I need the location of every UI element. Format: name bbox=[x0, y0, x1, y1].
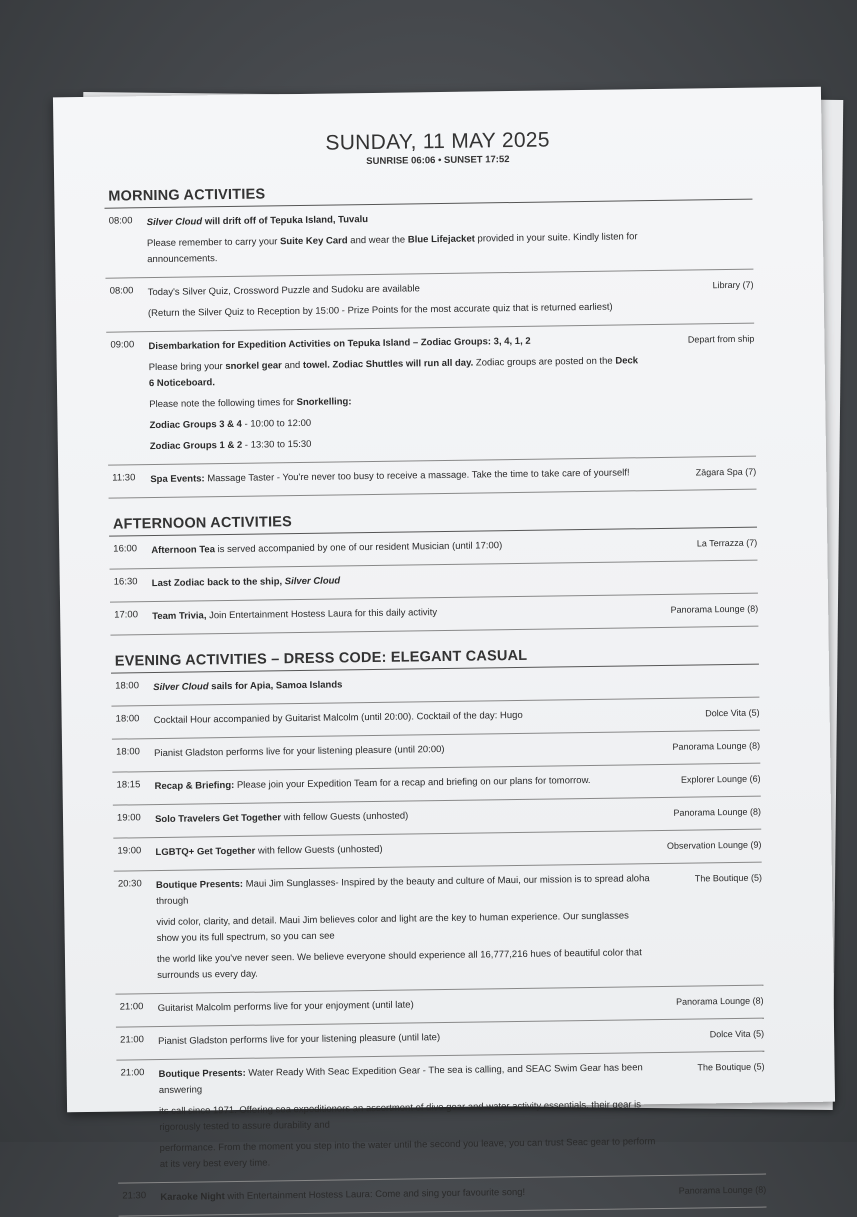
text-segment: will drift off of Tepuka Island, Tuvalu bbox=[202, 214, 369, 228]
activity-description bbox=[158, 992, 654, 1022]
description-line bbox=[155, 838, 651, 861]
activity-time: 16:00 bbox=[113, 543, 138, 555]
text-segment: (Return the Silver Quiz to Reception by 15:00 - Prize Points for the most accurate quiz that is returned earliest) bbox=[147, 301, 613, 320]
text-segment: Last Zodiac back to the ship, bbox=[151, 576, 285, 590]
activity-venue: Observation Lounge (9) bbox=[666, 839, 762, 851]
description-line bbox=[159, 1097, 655, 1136]
activity-description bbox=[154, 770, 650, 800]
activity-time: 21:00 bbox=[120, 1034, 144, 1046]
text-segment: and bbox=[281, 359, 304, 372]
description-line bbox=[154, 739, 650, 762]
text-segment: Silver Cloud bbox=[284, 575, 341, 588]
activity-venue: Library (7) bbox=[712, 279, 754, 291]
activity-time: 21:00 bbox=[119, 1001, 144, 1013]
description-line bbox=[152, 569, 648, 592]
text-segment: - 10:00 to 12:00 bbox=[241, 417, 312, 430]
text-segment: with fellow Guests (unhosted) bbox=[280, 810, 409, 824]
activity-description bbox=[148, 276, 645, 327]
activity-time: 17:00 bbox=[114, 609, 139, 621]
activity-description bbox=[150, 463, 646, 493]
sunrise-sunset: SUNRISE 06:06 • SUNSET 17:52 bbox=[366, 154, 510, 168]
text-segment: Please note the following times for bbox=[149, 397, 297, 411]
description-line bbox=[149, 390, 645, 413]
activity-description bbox=[155, 836, 651, 866]
activity-time: 20:30 bbox=[117, 878, 142, 890]
text-segment: Recap & Briefing: bbox=[154, 779, 235, 793]
text-segment: Karaoke Night bbox=[160, 1191, 225, 1204]
text-segment: Zodiac groups are posted on the bbox=[473, 355, 616, 369]
activity-venue: La Terrazza (7) bbox=[696, 537, 758, 549]
description-line bbox=[158, 1060, 654, 1099]
description-line bbox=[154, 706, 650, 729]
description-line bbox=[156, 908, 652, 947]
activity-description bbox=[148, 330, 646, 460]
activity-time: 16:30 bbox=[113, 576, 138, 588]
activity-description bbox=[156, 869, 654, 989]
text-segment: vivid color, clarity, and detail. Maui Jim believes color and light are the key to human experience. Our sunglasses show you its full spectrum, so you can see bbox=[156, 910, 629, 945]
activity-description bbox=[154, 704, 650, 734]
activity-venue: Panorama Lounge (8) bbox=[676, 995, 764, 1007]
activity-venue: Panorama Lounge (8) bbox=[672, 740, 761, 752]
activity-description bbox=[158, 1058, 656, 1178]
text-segment: Pianist Gladston performs live for your listening pleasure (until 20:00) bbox=[154, 744, 445, 760]
activity-time: 08:00 bbox=[108, 215, 133, 227]
activity-venue bbox=[649, 670, 759, 674]
text-segment: performance. From the moment you step into the water until the second you leave, you can trust Seac gear to perform at its very best every time. bbox=[159, 1136, 656, 1171]
text-segment: with fellow Guests (unhosted) bbox=[255, 843, 383, 857]
activity-venue bbox=[648, 566, 758, 570]
description-line bbox=[148, 278, 644, 301]
text-segment: Boutique Presents: bbox=[158, 1067, 246, 1081]
activity-venue: Dolce Vita (5) bbox=[709, 1028, 765, 1040]
activity-time: 21:30 bbox=[122, 1190, 147, 1202]
text-segment: Afternoon Tea bbox=[151, 544, 216, 557]
text-segment: Cocktail Hour accompanied by Guitarist Malcolm (until 20:00). Cocktail of the day: Hugo bbox=[153, 709, 523, 727]
text-segment: Pianist Gladston performs live for your listening pleasure (until late) bbox=[158, 1032, 441, 1048]
activity-time: 08:00 bbox=[109, 285, 134, 297]
activity-description bbox=[152, 567, 648, 597]
text-segment: with Entertainment Hostess Laura: Come and sing your favourite song! bbox=[224, 1186, 526, 1203]
activity-description bbox=[151, 534, 647, 564]
activity-row bbox=[114, 863, 764, 995]
description-line bbox=[156, 871, 652, 910]
text-segment: Zodiac Groups 1 & 2 bbox=[149, 439, 243, 453]
text-segment: Zodiac Shuttles will run all day. bbox=[332, 357, 474, 371]
activity-venue: Depart from ship bbox=[687, 333, 755, 345]
text-segment: Maui Jim Sunglasses- Inspired by the beauty and culture of Maui, our mission is to spread aloha through bbox=[156, 873, 650, 908]
text-segment: snorkel gear bbox=[225, 360, 282, 373]
text-segment: Disembarkation for Expedition Activities on Tepuka Island – Zodiac Groups: 3, 4, 1, 2 bbox=[148, 335, 531, 353]
text-segment: Please join your Expedition Team for a recap and briefing on our plans for tomorrow. bbox=[234, 774, 591, 791]
description-line bbox=[158, 994, 654, 1017]
text-segment: is served accompanied by one of our resident Musician (until 17:00) bbox=[214, 540, 503, 556]
text-segment: and wear the bbox=[347, 234, 408, 247]
text-segment: Guitarist Malcolm performs live for your enjoyment (until late) bbox=[157, 999, 414, 1015]
section-3 bbox=[110, 627, 766, 1217]
text-segment: Please remember to carry your bbox=[146, 236, 281, 250]
activity-venue: Zāgara Spa (7) bbox=[695, 466, 757, 478]
activity-description bbox=[158, 1025, 654, 1055]
text-segment: Blue Lifejacket bbox=[407, 233, 475, 246]
description-line bbox=[147, 208, 643, 231]
description-line bbox=[153, 673, 649, 696]
activity-venue: Panorama Lounge (8) bbox=[678, 1184, 767, 1196]
activity-description bbox=[154, 737, 650, 767]
text-segment: Zodiac Groups 3 & 4 bbox=[149, 418, 243, 432]
activity-time: 09:00 bbox=[110, 339, 135, 351]
activity-venue: Dolce Vita (5) bbox=[705, 707, 760, 719]
text-segment: Spa Events: bbox=[150, 473, 205, 486]
text-segment: Silver Cloud bbox=[146, 216, 203, 229]
description-line bbox=[149, 353, 645, 392]
description-line bbox=[148, 332, 644, 355]
page-date: SUNDAY, 11 MAY 2025 bbox=[325, 128, 550, 155]
activity-venue: The Boutique (5) bbox=[694, 872, 762, 884]
activity-sections bbox=[54, 161, 837, 1217]
text-segment: Please bring your bbox=[148, 361, 226, 374]
activity-venue: Panorama Lounge (8) bbox=[670, 603, 759, 615]
text-segment: its call since 1971. Offering sea expeditioners an assortment of dive gear and water activity essentials, their gear is rigorously tested to assure durability and bbox=[159, 1099, 642, 1134]
activity-time: 19:00 bbox=[116, 812, 141, 824]
activity-row bbox=[106, 324, 756, 466]
section-2 bbox=[109, 490, 759, 636]
description-line bbox=[148, 299, 644, 322]
activity-time: 18:00 bbox=[115, 713, 140, 725]
description-line bbox=[150, 432, 646, 455]
text-segment: Join Entertainment Hostess Laura for this daily activity bbox=[206, 607, 438, 622]
text-segment: the world like you've never seen. We believe everyone should experience all 16,777,216 hues of beautiful color that surrounds us every day. bbox=[156, 947, 642, 982]
text-segment: Deck 6 Noticeboard. bbox=[148, 355, 639, 390]
activity-row bbox=[116, 1052, 766, 1184]
description-line bbox=[158, 1027, 654, 1050]
activity-time: 18:00 bbox=[115, 680, 140, 692]
daily-program-sheet bbox=[53, 87, 835, 1204]
activity-venue: Panorama Lounge (8) bbox=[673, 806, 762, 818]
description-line bbox=[152, 602, 648, 625]
text-segment: Team Trivia, bbox=[152, 610, 207, 623]
text-segment: sails for Apia, Samoa Islands bbox=[208, 679, 343, 693]
description-line bbox=[154, 772, 650, 795]
text-segment: Boutique Presents: bbox=[155, 878, 244, 892]
text-segment: Snorkelling: bbox=[296, 396, 352, 409]
text-segment: towel. bbox=[302, 359, 330, 371]
activity-time: 19:00 bbox=[117, 845, 142, 857]
text-segment: Massage Taster - You're never too busy to receive a massage. Take the time to take care of yourself! bbox=[204, 467, 630, 485]
description-line bbox=[155, 805, 651, 828]
activity-row bbox=[105, 270, 754, 333]
description-line bbox=[150, 465, 646, 488]
activity-time: 21:00 bbox=[120, 1067, 145, 1079]
text-segment: LGBTQ+ Get Together bbox=[155, 845, 256, 859]
activity-description bbox=[160, 1181, 656, 1211]
description-line bbox=[160, 1134, 656, 1173]
section-title: MORNING ACTIVITIES bbox=[104, 162, 752, 209]
activity-description bbox=[152, 600, 648, 630]
text-segment: - 13:30 to 15:30 bbox=[242, 438, 312, 451]
description-line bbox=[151, 536, 647, 559]
activity-time: 18:00 bbox=[116, 746, 140, 758]
activity-description bbox=[147, 206, 644, 273]
text-segment: Water Ready With Seac Expedition Gear - The sea is calling, and SEAC Swim Gear has been answering bbox=[158, 1062, 643, 1097]
description-line bbox=[147, 229, 643, 268]
activity-venue: The Boutique (5) bbox=[697, 1061, 765, 1073]
text-segment: Silver Cloud bbox=[153, 681, 209, 694]
text-segment: Suite Key Card bbox=[279, 235, 348, 248]
activity-time: 11:30 bbox=[112, 472, 136, 484]
activity-description bbox=[155, 803, 651, 833]
activity-venue bbox=[643, 205, 753, 209]
description-line bbox=[149, 411, 645, 434]
text-segment: Today's Silver Quiz, Crossword Puzzle and Sudoku are available bbox=[147, 283, 420, 299]
activity-time: 18:15 bbox=[116, 779, 141, 791]
text-segment: provided in your suite. Kindly listen for announcements. bbox=[147, 231, 638, 266]
section-title: EVENING ACTIVITIES – DRESS CODE: ELEGANT CASUAL bbox=[110, 627, 758, 674]
description-line bbox=[160, 1183, 656, 1206]
section-1 bbox=[104, 162, 757, 499]
activity-venue: Explorer Lounge (6) bbox=[680, 773, 761, 785]
description-line bbox=[157, 945, 653, 984]
section-title: AFTERNOON ACTIVITIES bbox=[109, 490, 757, 537]
text-segment: Solo Travelers Get Together bbox=[154, 812, 282, 826]
activity-row bbox=[105, 200, 754, 279]
activity-description bbox=[153, 671, 649, 701]
